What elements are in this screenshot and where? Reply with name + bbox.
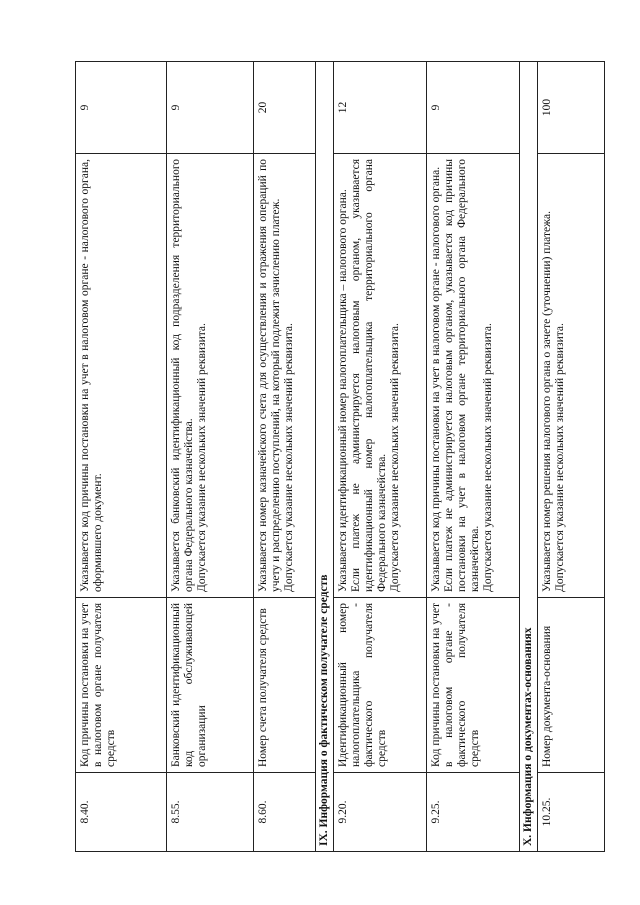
requisite-description bbox=[538, 154, 605, 598]
row-number: 8.40. bbox=[76, 773, 167, 852]
description-paragraph: Указывается код причины постановки на учет в налоговом органе - налогового органа, оформившего документ. bbox=[79, 159, 104, 592]
description-paragraph: Допускается указание нескольких значений реквизита. bbox=[482, 323, 494, 592]
description-paragraph: Если платеж не администрируется налоговым органом, указывается идентификационный номер налогоплательщика территориального органа Федерального казначейства. bbox=[350, 159, 388, 592]
requisite-name: Банковский идентификационный код обслуживающей организации bbox=[167, 598, 254, 773]
field-length: 9 bbox=[167, 62, 254, 154]
table-row bbox=[538, 62, 605, 852]
row-number: 8.55. bbox=[167, 773, 254, 852]
section-title: IX. Информация о фактическом получателе средств bbox=[316, 62, 334, 852]
requisite-name: Код причины постановки на учет в налоговом органе получателя средств bbox=[76, 598, 167, 773]
table-row bbox=[167, 62, 254, 852]
description-paragraph: Допускается указание нескольких значений реквизита. bbox=[554, 323, 566, 592]
field-length: 20 bbox=[254, 62, 316, 154]
description-paragraph: Указывается номер решения налогового органа о зачете (уточнении) платежа. bbox=[541, 210, 553, 592]
table-row bbox=[334, 62, 427, 852]
row-number: 10.25. bbox=[538, 773, 605, 852]
requisite-description bbox=[334, 154, 427, 598]
field-length: 9 bbox=[427, 62, 520, 154]
description-paragraph: Указывается код причины постановки на учет в налоговом органе - налогового органа. bbox=[430, 166, 442, 592]
description-paragraph: Допускается указание нескольких значений реквизита. bbox=[196, 323, 208, 592]
requisite-name: Код причины постановки на учет в налоговом органе - фактического получателя средств bbox=[427, 598, 520, 773]
table-row bbox=[254, 62, 316, 852]
description-paragraph: Указывается банковский идентификационный код подразделения территориального органа Федерального казначейства. bbox=[170, 159, 195, 592]
requisite-name: Номер счета получателя средств bbox=[254, 598, 316, 773]
field-length: 12 bbox=[334, 62, 427, 154]
row-number: 8.60. bbox=[254, 773, 316, 852]
requisite-description bbox=[427, 154, 520, 598]
requisite-name: Номер документа-основания bbox=[538, 598, 605, 773]
table-row bbox=[76, 62, 167, 852]
requisites-table bbox=[75, 61, 605, 852]
table-row bbox=[427, 62, 520, 852]
field-length: 9 bbox=[76, 62, 167, 154]
row-number: 9.25. bbox=[427, 773, 520, 852]
description-paragraph: Указывается идентификационный номер налогоплательщика – налогового органа. bbox=[337, 189, 349, 592]
requisite-description bbox=[76, 154, 167, 598]
row-number: 9.20. bbox=[334, 773, 427, 852]
requisite-description bbox=[167, 154, 254, 598]
field-length: 100 bbox=[538, 62, 605, 154]
requisite-description bbox=[254, 154, 316, 598]
description-paragraph: Указывается номер казначейского счета для осуществления и отражения операций по учету и распределению поступлений, на который подлежит зачислению платеж. bbox=[257, 159, 282, 592]
requisite-name: Идентификационный номер налогоплательщика - фактического получателя средств bbox=[334, 598, 427, 773]
section-header-row bbox=[520, 62, 538, 852]
description-paragraph: Допускается указание нескольких значений реквизита. bbox=[389, 323, 401, 592]
description-paragraph: Если платеж не администрируется налоговым органом, указывается код причины постановки на учет в налоговом органе территориального органа Федерального казначейства. bbox=[443, 159, 481, 592]
rotated-table-container bbox=[75, 62, 575, 852]
section-title: X. Информация о документах-основаниях bbox=[520, 62, 538, 852]
description-paragraph: Допускается указание нескольких значений реквизита. bbox=[283, 323, 295, 592]
section-header-row bbox=[316, 62, 334, 852]
